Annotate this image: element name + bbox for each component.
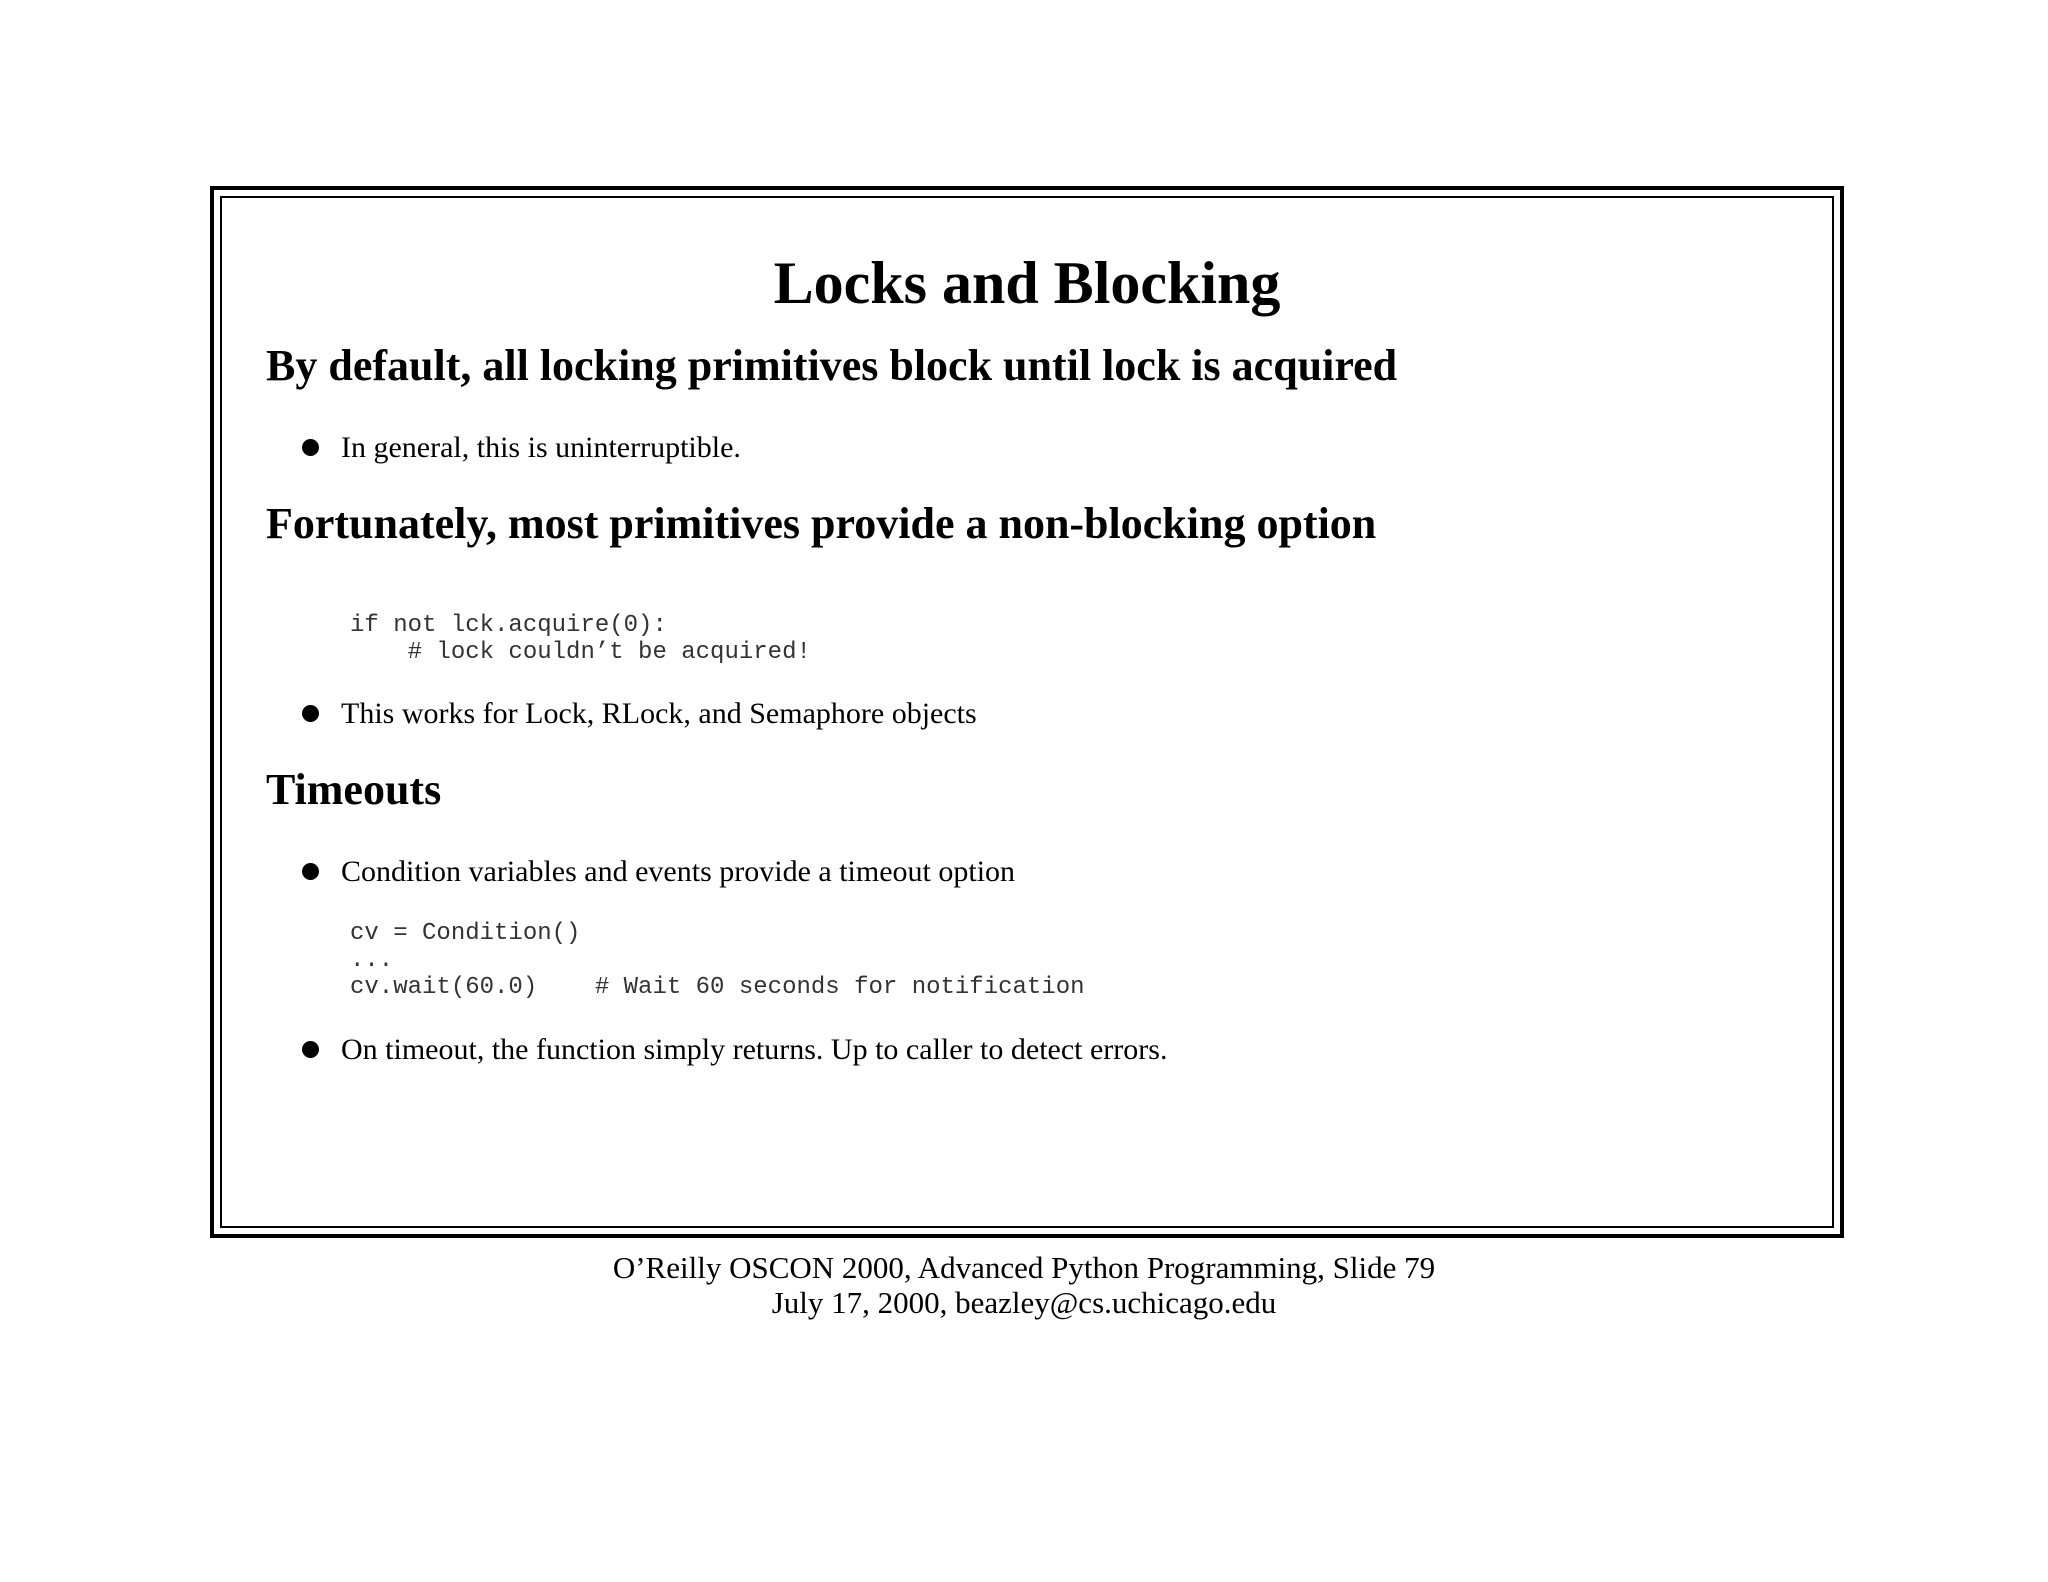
bullet-text: Condition variables and events provide a timeout option — [341, 855, 1016, 888]
footer-line-2: July 17, 2000, beazley@cs.uchicago.edu — [771, 1285, 1277, 1320]
code-line: # lock couldn’t be acquired! — [350, 639, 811, 666]
section-heading-timeouts: Timeouts — [266, 765, 442, 814]
code-block-timeouts — [350, 920, 1085, 1001]
bullet-text: On timeout, the function simply returns. Up to caller to detect errors. — [341, 1033, 1168, 1066]
bullet-text: In general, this is uninterruptible. — [341, 431, 741, 464]
bullet-item — [302, 430, 741, 466]
section-heading-nonblocking: Fortunately, most primitives provide a non-blocking option — [266, 499, 1377, 548]
bullet-icon — [302, 1041, 319, 1058]
code-line: if not lck.acquire(0): — [350, 612, 667, 639]
slide-frame — [210, 186, 1844, 1238]
bullet-item — [302, 854, 1015, 890]
footer-line-1: O’Reilly OSCON 2000, Advanced Python Programming, Slide 79 — [612, 1250, 1436, 1285]
bullet-item — [302, 1032, 1167, 1068]
bullet-text: This works for Lock, RLock, and Semaphore objects — [341, 697, 977, 730]
section-heading-blocking: By default, all locking primitives block until lock is acquired — [266, 341, 1398, 390]
code-block-nonblocking — [350, 612, 811, 666]
code-line: cv = Condition() — [350, 920, 581, 947]
bullet-icon — [302, 863, 319, 880]
slide-frame-inner — [220, 196, 1834, 1228]
bullet-item — [302, 696, 977, 732]
code-line: ... — [350, 947, 394, 974]
bullet-icon — [302, 439, 319, 456]
slide-footer — [0, 1250, 2048, 1320]
bullet-icon — [302, 705, 319, 722]
slide-title: Locks and Blocking — [773, 250, 1281, 316]
code-line: cv.wait(60.0) # Wait 60 seconds for notification — [350, 974, 1085, 1001]
